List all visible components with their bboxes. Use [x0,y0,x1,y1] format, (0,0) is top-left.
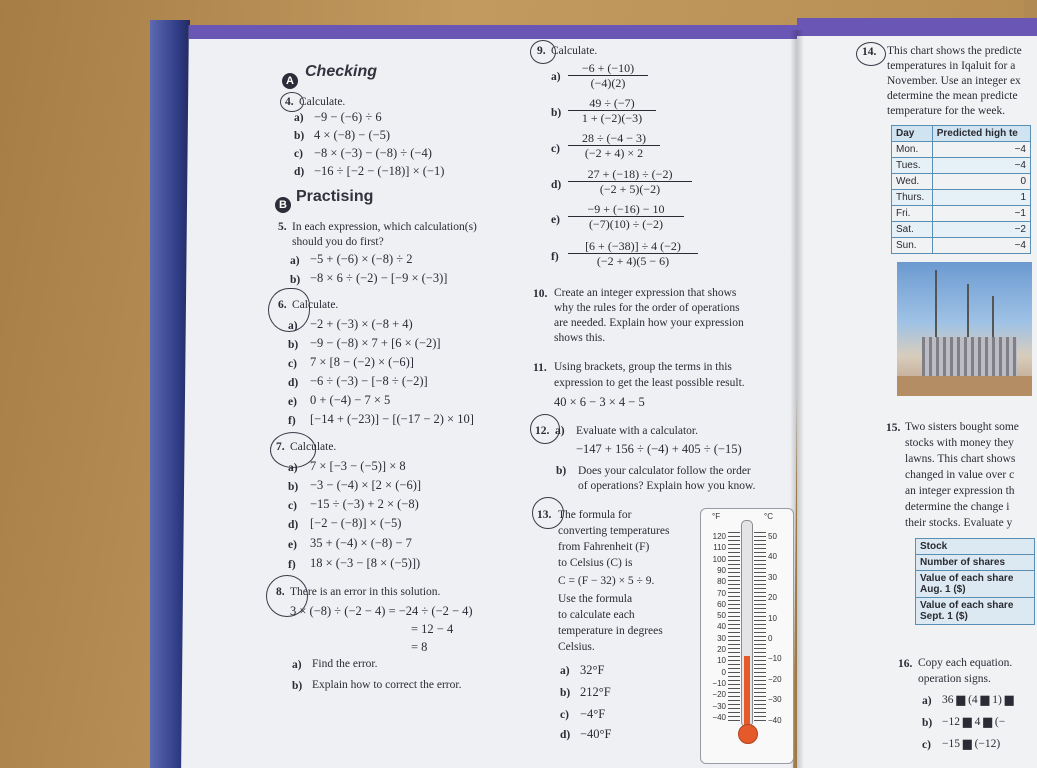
day-cell: Mon. [892,142,933,158]
celsius-tick-label: 40 [768,552,777,562]
q5-b-expr: −8 × 6 ÷ (−2) − [−9 × (−3)] [310,271,448,285]
q8-solution-line1: 3 × (−8) ÷ (−2 − 4) = −24 ÷ (−2 − 4) [290,604,473,618]
q14-line4: determine the mean predicte [887,90,1018,102]
fahrenheit-tick-label: −40 [712,712,726,722]
q12-b-line1: Does your calculator follow the order [578,465,751,477]
celsius-tick-label: 0 [768,634,773,643]
q9-prompt: Calculate. [551,45,598,57]
celsius-tick-label: −40 [768,715,782,725]
q6-b-expr: −9 − (−8) × 7 + [6 × (−2)] [310,336,441,350]
table-header-day: Day [892,126,933,142]
q5-b-label: b) [290,274,301,286]
q13-line2: converting temperatures [558,525,670,537]
q5-a-expr: −5 + (−6) × (−8) ÷ 2 [310,252,413,266]
q6-d-expr: −6 ÷ (−3) − [−8 ÷ (−2)] [310,374,428,388]
celsius-tick-label: 20 [768,593,777,603]
fahrenheit-ticks [728,532,740,724]
q6-f-expr: [−14 + (−23)] − [(−17 − 2) × 10] [310,412,474,426]
stock-row-label: Stock [916,539,1035,555]
q9-c-denominator: (−2 + 4) × 2 [584,146,644,160]
q6-d-label: d) [288,377,299,389]
q11-line2: expression to get the least possible result. [554,377,745,389]
q4-a-label: a) [294,112,304,124]
fahrenheit-tick-label: 10 [717,656,726,666]
q4-b-label: b) [294,130,305,142]
q16-c-label: c) [922,739,931,751]
q12-b-line2: of operations? Explain how you know. [578,480,756,492]
celsius-tick-label: −10 [768,654,782,664]
q7-e-expr: 35 + (−4) × (−8) − 7 [310,536,412,550]
table-row [916,555,1035,571]
q4-b-expr: 4 × (−8) − (−5) [314,128,391,142]
q7-a-expr: 7 × [−3 − (−5)] × 8 [310,459,406,473]
q9-a-numerator: −6 + (−10) [568,61,648,76]
fahrenheit-tick-label: 30 [717,633,726,643]
day-cell: Tues. [892,158,933,174]
fahrenheit-tick-label: −30 [712,701,726,711]
q16-line1: Copy each equation. [918,657,1013,669]
q11-line1: Using brackets, group the terms in this [554,361,732,373]
q13-a-value: 32°F [580,663,605,677]
fahrenheit-tick-label: 110 [713,543,726,553]
q9-d-label: d) [551,179,562,191]
q15-line3: lawns. This chart shows [905,453,1016,465]
q4-d-expr: −16 ÷ [−2 − (−18)] × (−1) [314,164,445,178]
q8-a-label: a) [292,659,302,671]
table-header-temp: Predicted high te [932,126,1030,142]
day-cell: Wed. [892,174,933,190]
q9-c-numerator: 28 ÷ (−4 − 3) [568,131,660,146]
q15-line7: their stocks. Evaluate y [905,517,1013,529]
celsius-tick-label: −30 [768,695,782,705]
q13-number: 13. [537,509,552,521]
q16-line2: operation signs. [918,673,991,685]
fahrenheit-tick-label: 100 [712,554,726,564]
q6-c-expr: 7 × [8 − (−2) × (−6)] [310,355,414,369]
q9-b-label: b) [551,107,562,119]
q8-prompt: There is an error in this solution. [290,586,441,598]
fahrenheit-unit: °F [712,512,721,521]
celsius-ticks [754,532,766,724]
q8-solution-line3: = 8 [411,640,428,654]
table-row [916,598,1035,625]
q8-a-text: Find the error. [312,658,378,670]
table-row [892,142,1031,158]
day-cell: Sat. [892,222,933,238]
q6-e-expr: 0 + (−4) − 7 × 5 [310,393,391,407]
temp-cell: 0 [932,174,1030,190]
q12-expr: −147 + 156 ÷ (−4) + 405 ÷ (−15) [576,442,742,456]
q9-c-fraction [568,131,660,160]
q6-b-label: b) [288,339,299,351]
celsius-unit: °C [764,512,773,521]
q14-line5: temperature for the week. [887,105,1006,117]
q10-number: 10. [533,288,548,300]
q14-line1: This chart shows the predicte [887,45,1022,57]
q9-f-label: f) [551,251,559,263]
iqaluit-photo [897,262,1032,396]
q6-f-label: f) [288,415,296,427]
q11-expr: 40 × 6 − 3 × 4 − 5 [554,395,645,409]
q5-number: 5. [278,221,287,233]
fahrenheit-tick-label: 90 [717,565,726,575]
q16-number: 16. [898,658,913,670]
q16-a-text: 36 ▆ (4 ▆ 1) ▆ [942,694,1014,706]
q13-line4: to Celsius (C) is [558,557,633,569]
q9-b-fraction [568,96,656,125]
day-cell: Thurs. [892,190,933,206]
q8-solution-line2: = 12 − 4 [411,622,454,636]
q8-b-text: Explain how to correct the error. [312,679,462,691]
q7-b-label: b) [288,481,299,493]
day-cell: Sun. [892,238,933,254]
q15-line5: an integer expression th [905,485,1015,497]
table-row [892,222,1031,238]
q7-e-label: e) [288,539,297,551]
q13-line6: Use the formula [558,593,633,605]
fahrenheit-tick-label: 20 [717,645,726,654]
q16-b-label: b) [922,717,933,729]
q9-number: 9. [537,45,546,57]
q12-a-text: Evaluate with a calculator. [576,425,698,437]
q9-d-fraction [568,167,692,196]
section-a-badge: A [282,73,298,89]
q16-c-text: −15 ▆ (−12) [942,738,1001,750]
q4-a-expr: −9 − (−6) ÷ 6 [314,110,382,124]
q4-c-expr: −8 × (−3) − (−8) ÷ (−4) [314,146,432,160]
q13-d-label: d) [560,729,571,741]
celsius-tick-label: 50 [768,532,777,541]
forecast-table [891,125,1031,254]
fahrenheit-tick-label: −20 [712,690,726,700]
temp-cell: −4 [932,158,1030,174]
q10-line3: are needed. Explain how your expression [554,317,744,329]
q9-f-fraction [568,239,698,268]
q12-a-label: a) [555,425,565,437]
section-b-title: Practising [296,188,374,205]
q6-a-expr: −2 + (−3) × (−8 + 4) [310,317,413,331]
fahrenheit-tick-label: 80 [717,577,726,587]
q9-d-numerator: 27 + (−18) ÷ (−2) [568,167,692,182]
q14-number: 14. [862,46,877,58]
q13-line1: The formula for [558,509,632,521]
temp-cell: −4 [932,238,1030,254]
q7-f-expr: 18 × (−3 − [8 × (−5)]) [310,556,421,570]
q9-e-denominator: (−7)(10) ÷ (−2) [588,217,664,231]
fahrenheit-tick-label: 70 [717,588,726,598]
q7-c-label: c) [288,500,297,512]
q13-b-value: 212°F [580,685,611,699]
celsius-tick-label: 10 [768,613,777,623]
q7-number: 7. [276,441,285,453]
q13-d-value: −40°F [580,727,612,741]
table-row [892,158,1031,174]
thermometer-bulb [738,724,758,744]
temp-cell: −2 [932,222,1030,238]
q13-line5: C = (F − 32) × 5 ÷ 9. [558,575,655,587]
q9-a-denominator: (−4)(2) [590,76,626,90]
q7-d-expr: [−2 − (−8)] × (−5) [310,516,402,530]
q14-line3: November. Use an integer ex [887,75,1021,87]
q10-line2: why the rules for the order of operations [554,302,740,314]
q4-number: 4. [285,96,294,108]
q8-number: 8. [276,586,285,598]
q15-line2: stocks with money they [905,437,1014,449]
table-row [892,190,1031,206]
q14-line2: temperatures in Iqaluit for a [887,60,1016,72]
q9-f-numerator: [6 + (−38)] ÷ 4 (−2) [568,239,698,254]
q9-e-numerator: −9 + (−16) − 10 [568,202,684,217]
stock-row-label: Value of each share Aug. 1 ($) [916,571,1035,598]
q13-line8: temperature in degrees [558,625,663,637]
section-b-badge: B [275,197,291,213]
table-row [892,206,1031,222]
q13-b-label: b) [560,687,571,699]
q12-number: 12. [535,425,550,437]
q5-prompt-line1: In each expression, which calculation(s) [292,221,477,233]
stock-row-label: Number of shares [916,555,1035,571]
q9-b-denominator: 1 + (−2)(−3) [581,111,643,125]
ground [897,376,1032,396]
q9-e-label: e) [551,214,560,226]
day-cell: Fri. [892,206,933,222]
thermometer-mercury [744,656,750,728]
q15-line6: determine the change i [905,501,1010,513]
q9-c-label: c) [551,143,560,155]
q9-e-fraction [568,202,684,231]
q6-a-label: a) [288,320,298,332]
table-row [916,571,1035,598]
q16-b-text: −12 ▆ 4 ▆ (− [942,716,1006,728]
fahrenheit-tick-label: 120 [712,532,726,541]
q9-a-label: a) [551,71,561,83]
building [922,337,1017,377]
q15-line1: Two sisters bought some [905,421,1019,433]
q13-c-label: c) [560,709,569,721]
q13-line3: from Fahrenheit (F) [558,541,650,553]
q7-a-label: a) [288,462,298,474]
q7-b-expr: −3 − (−4) × [2 × (−6)] [310,478,422,492]
q7-f-label: f) [288,559,296,571]
q11-number: 11. [533,362,547,374]
q7-prompt: Calculate. [290,441,337,453]
q5-prompt-line2: should you do first? [292,236,384,248]
temp-cell: 1 [932,190,1030,206]
q7-d-label: d) [288,519,299,531]
q10-line4: shows this. [554,332,606,344]
temp-cell: −1 [932,206,1030,222]
section-a-title: Checking [305,63,378,80]
q13-line9: Celsius. [558,641,595,653]
q8-b-label: b) [292,680,303,692]
fahrenheit-tick-label: −10 [712,678,726,688]
q4-d-label: d) [294,166,305,178]
q9-a-fraction [568,61,648,90]
q15-number: 15. [886,422,901,434]
temp-cell: −4 [932,142,1030,158]
fahrenheit-tick-label: 0 [721,667,726,677]
table-row [892,174,1031,190]
table-header-row [892,126,1031,142]
q12-b-label: b) [556,465,567,477]
stock-row-label: Value of each share Sept. 1 ($) [916,598,1035,625]
q6-prompt: Calculate. [292,299,339,311]
q6-e-label: e) [288,396,297,408]
fahrenheit-tick-label: 40 [717,622,726,632]
table-row [916,539,1035,555]
table-row [892,238,1031,254]
q4-c-label: c) [294,148,303,160]
q15-line4: changed in value over c [905,469,1015,481]
q13-line7: to calculate each [558,609,635,621]
stock-table [915,538,1035,625]
q13-c-value: −4°F [580,707,606,721]
q13-a-label: a) [560,665,570,677]
fahrenheit-tick-label: 50 [717,611,726,621]
q5-a-label: a) [290,255,300,267]
q9-f-denominator: (−2 + 4)(5 − 6) [596,254,670,268]
q7-c-expr: −15 ÷ (−3) + 2 × (−8) [310,497,419,511]
q9-d-denominator: (−2 + 5)(−2) [599,182,661,196]
q6-number: 6. [278,299,287,311]
q10-line1: Create an integer expression that shows [554,287,737,299]
celsius-tick-label: 30 [768,572,777,582]
q16-a-label: a) [922,695,932,707]
q4-prompt: Calculate. [299,96,346,108]
fahrenheit-tick-label: 60 [717,599,726,609]
celsius-tick-label: −20 [768,674,782,684]
q6-c-label: c) [288,358,297,370]
q9-b-numerator: 49 ÷ (−7) [568,96,656,111]
